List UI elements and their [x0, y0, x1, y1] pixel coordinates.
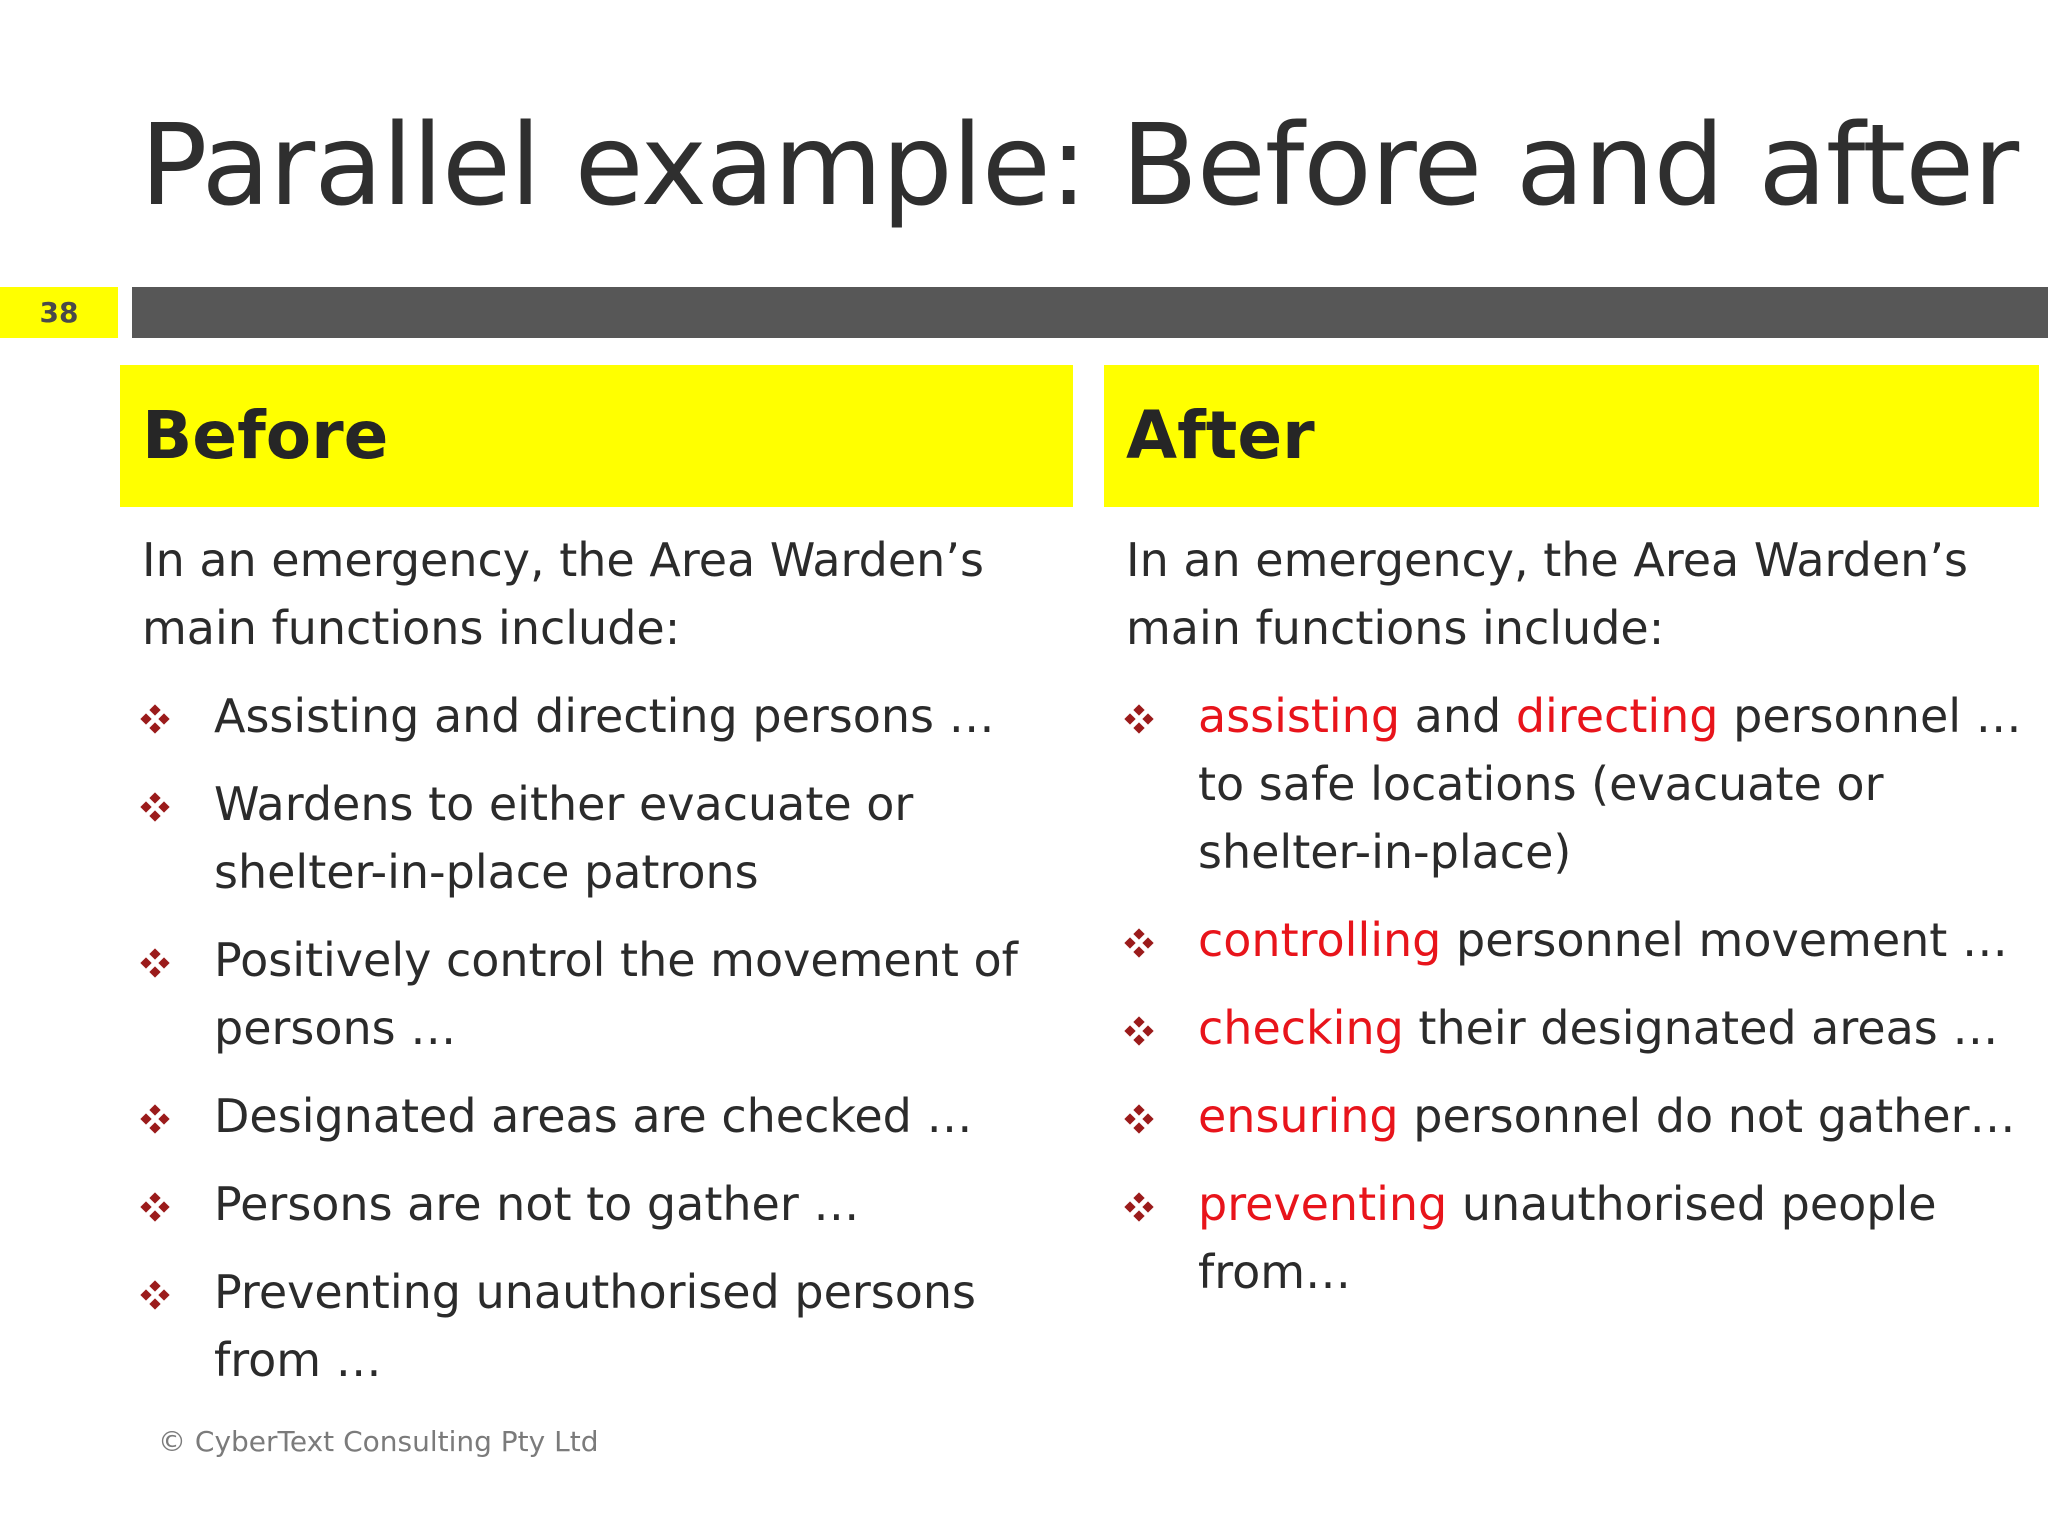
- diamond-bullet-icon: [1126, 1106, 1152, 1132]
- list-item: [142, 1082, 1062, 1150]
- diamond-bullet-icon: [142, 1194, 168, 1220]
- diamond-bullet-icon: [142, 706, 168, 732]
- list-item: [1126, 682, 2026, 886]
- list-item: [142, 926, 1062, 1062]
- after-heading: After: [1126, 397, 1315, 474]
- before-column: [142, 526, 1062, 1414]
- list-item-text: unauthorised people from…: [1198, 1177, 1937, 1299]
- list-item: [142, 770, 1062, 906]
- diamond-bullet-icon: [1126, 1194, 1152, 1220]
- copyright-footer: © CyberText Consulting Pty Ltd: [158, 1425, 599, 1458]
- after-header: [1104, 365, 2039, 507]
- diamond-bullet-icon: [1126, 1018, 1152, 1044]
- diamond-bullet-icon: [1126, 930, 1152, 956]
- diamond-bullet-icon: [142, 950, 168, 976]
- diamond-bullet-icon: [142, 1106, 168, 1132]
- list-item-text: personnel … to safe locations (evacuate or shelter-in-place): [1198, 689, 2022, 879]
- highlight-verb: controlling: [1198, 913, 1442, 967]
- list-item-text: Positively control the movement of persons …: [214, 933, 1018, 1055]
- after-intro: In an emergency, the Area Warden’s main functions include:: [1126, 533, 1968, 655]
- list-item: [1126, 1170, 2026, 1306]
- list-item-text: and: [1400, 689, 1516, 743]
- list-item-text: personnel do not gather…: [1398, 1089, 2016, 1143]
- list-item: [142, 682, 1062, 750]
- before-intro: In an emergency, the Area Warden’s main functions include:: [142, 533, 984, 655]
- slide-title: Parallel example: Before and after: [140, 101, 2019, 231]
- list-item-text: Wardens to either evacuate or shelter-in-place patrons: [214, 777, 914, 899]
- diamond-bullet-icon: [1126, 706, 1152, 732]
- title-rule: [132, 287, 2048, 338]
- before-list: [142, 682, 1062, 1394]
- diamond-bullet-icon: [142, 794, 168, 820]
- diamond-bullet-icon: [142, 1282, 168, 1308]
- list-item-text: Designated areas are checked …: [214, 1089, 973, 1143]
- page-number: 38: [0, 287, 118, 338]
- list-item: [1126, 994, 2026, 1062]
- before-header: [120, 365, 1073, 507]
- list-item-text: their designated areas …: [1403, 1001, 1999, 1055]
- list-item: [142, 1258, 1062, 1394]
- before-heading: Before: [142, 397, 389, 474]
- list-item-text: personnel movement …: [1441, 913, 2008, 967]
- highlight-verb: assisting: [1198, 689, 1401, 743]
- list-item: [142, 1170, 1062, 1238]
- list-item: [1126, 906, 2026, 974]
- highlight-verb: checking: [1198, 1001, 1404, 1055]
- highlight-verb: directing: [1515, 689, 1719, 743]
- highlight-verb: ensuring: [1198, 1089, 1399, 1143]
- after-list: [1126, 682, 2026, 1306]
- list-item-text: Assisting and directing persons …: [214, 689, 995, 743]
- highlight-verb: preventing: [1198, 1177, 1448, 1231]
- after-column: [1126, 526, 2026, 1326]
- list-item-text: Persons are not to gather …: [214, 1177, 860, 1231]
- list-item-text: Preventing unauthorised persons from …: [214, 1265, 977, 1387]
- list-item: [1126, 1082, 2026, 1150]
